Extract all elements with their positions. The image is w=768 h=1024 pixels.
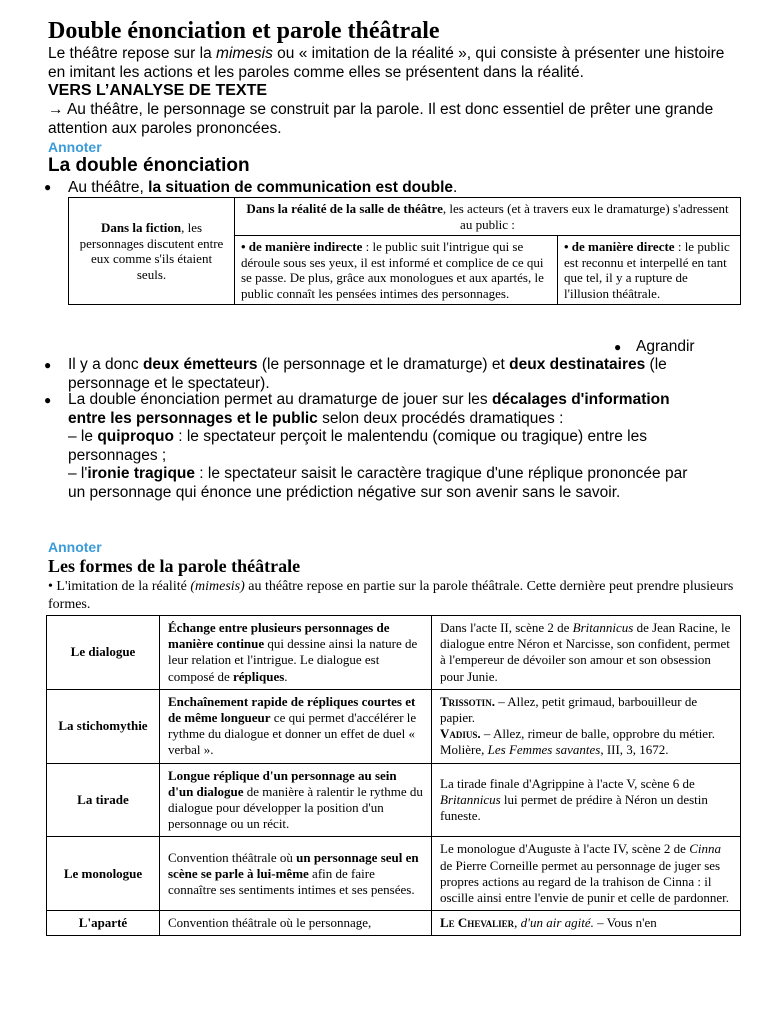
bullet-dot-2: ● [44, 358, 52, 372]
annotate-link-2[interactable]: Annoter [48, 539, 102, 555]
enonciation-table [68, 197, 741, 305]
reality-bold: Dans la réalité de la salle de théâtre [246, 201, 443, 216]
analysis-paragraph: → Au théâtre, le personnage se construit par la parole. Il est donc essentiel de prêter une grande attention aux paroles prononcées. [48, 101, 714, 137]
bullet-decalages [68, 391, 708, 502]
tirade-def-text: de manière à ralentir le rythme du dialogue pour développer la position d'un personnage ou un récit. [168, 783, 423, 832]
speaker-trissotin: Trissotin. [440, 693, 495, 709]
line-chevalier: – Vous n'en [593, 915, 657, 931]
definition-aparte: Convention théâtrale où le personnage, [160, 911, 432, 936]
fiction-bold: Dans la fiction [100, 220, 182, 235]
dialogue-ex-a: Dans l'acte II, scène 2 de [440, 620, 573, 635]
analysis-heading: VERS L’ANALYSE DE TEXTE [48, 82, 268, 99]
table-row-dialogue [47, 616, 741, 690]
quiproquo-line [68, 428, 708, 465]
monologue-def-bold: un personnage seul en scène se parle à lui-même [168, 849, 419, 881]
formes-mimesis: (mimesis) [190, 579, 245, 594]
bullet-dot-enlarge: ● [614, 340, 622, 354]
row-head-aparte: L'aparté [47, 911, 160, 936]
indirect-cell [235, 236, 558, 305]
annotate-link-1[interactable]: Annoter [48, 139, 102, 155]
stichomythie-def-bold: Enchaînement rapide de répliques courtes et de même longueur [168, 693, 416, 726]
formes-text-a: • L'imitation de la réalité [48, 579, 191, 594]
row-head-tirade: La tirade [47, 763, 160, 837]
indirect-text: : le public suit l'intrigue qui se déroule sous ses yeux, il est informé et complice de ce qui se passe. De plus, grâce aux monologues et aux apartés, le public connaît les pensées intimes des personnages. [241, 239, 544, 301]
stichomythie-def-text: ce qui permet d'accélérer le rythme du dialogue et donner un effet de duel « verbal ». [168, 710, 417, 758]
tirade-ex-b: lui permet de prédire à Néron un destin funeste. [440, 791, 708, 824]
indirect-bold: • de manière indirecte [241, 239, 363, 254]
stichomythie-line-2 [440, 726, 732, 742]
table-row-stichomythie [47, 689, 741, 763]
ironie-bold: ironie tragique [87, 465, 195, 482]
definition-dialogue [160, 616, 432, 690]
example-tirade [432, 763, 741, 837]
bullet2-c: (le personnage et le dramaturge) et [257, 356, 510, 373]
example-aparte [432, 911, 741, 936]
monologue-def-text: afin de faire connaître ses sentiments intimes et ses pensées. [168, 865, 415, 897]
speaker-vadius: Vadius. [440, 726, 481, 742]
bullet3-a: La double énonciation permet au dramaturge de jouer sur les [68, 391, 492, 408]
bullet3-b: décalages d'information entre les personnages et le public [68, 391, 670, 427]
monologue-def-a: Convention théâtrale où [168, 849, 297, 865]
definition-monologue [160, 837, 432, 911]
quiproquo-bold: quiproquo [97, 428, 174, 445]
enlarge-link[interactable]: Agrandir [636, 338, 695, 355]
row-head-monologue: Le monologue [47, 837, 160, 911]
line-vadius: – Allez, rimeur de balle, opprobre du métier. [480, 726, 715, 742]
tirade-ex-a: La tirade finale d'Agrippine à l'acte V, scène 6 de [440, 775, 695, 791]
intro-text-a: Le théâtre repose sur la [48, 45, 217, 62]
monologue-ex-em: Cinna [689, 841, 721, 857]
row-head-dialogue: Le dialogue [47, 616, 160, 690]
ironie-dash: – l' [68, 465, 88, 482]
direct-bold: • de manière directe [564, 239, 675, 254]
dialogue-def-bold2: répliques [232, 668, 285, 684]
formes-heading: Les formes de la parole théâtrale [48, 556, 301, 576]
direct-text: : le public est reconnu et interpellé en tant que tel, il y a rupture de l'illusion théâtrale. [564, 239, 730, 301]
bullet1-text-a: Au théâtre, [68, 179, 149, 196]
bullet-dot-1: ● [44, 180, 52, 194]
ironie-line [68, 465, 708, 502]
dialogue-ex-b: de Jean Racine, le dialogue entre Néron et Narcisse, son confident, permet à l'empereur de dévoiler son amour et son obsession pour Junie. [440, 620, 731, 684]
bullet1-bold: la situation de communication est double [148, 179, 454, 196]
stichomythie-line-1 [440, 694, 732, 726]
direct-cell [558, 236, 741, 305]
double-enonciation-heading: La double énonciation [48, 155, 250, 176]
ironie-text: : le spectateur saisit le caractère tragique d'une réplique prononcée par un personnage qui énonce une prédiction négative sur son avenir sans le savoir. [68, 465, 688, 501]
formes-paragraph [48, 578, 748, 614]
line-trissotin: – Allez, petit grimaud, barbouilleur de papier. [440, 693, 698, 726]
bullet-emitters [68, 356, 708, 393]
monologue-ex-b: de Pierre Corneille permet au personnage de juger ses propres actions au regard de la trahison de Cinna : il oscille ainsi entre l'envie de punir et celle de pardonner. [440, 857, 729, 906]
example-stichomythie [432, 689, 741, 763]
stichomythie-source [440, 742, 732, 758]
dialogue-def-text2: . [284, 668, 288, 684]
bullet1-text-c: . [453, 179, 458, 196]
bullet-dot-3: ● [44, 393, 52, 407]
bullet2-e: (le personnage et le spectateur). [68, 356, 667, 392]
bullet-communication [68, 179, 738, 198]
formes-text-b: au théâtre repose en partie sur la parole théâtrale. Cette dernière peut prendre plusieurs formes. [48, 579, 734, 612]
source-author: Molière, [440, 742, 488, 758]
reality-cell [235, 198, 741, 236]
speaker-chevalier: Le Chevalier [440, 915, 515, 931]
dialogue-def-text: qui dessine ainsi la nature de leur relation et l'intrigue. Le dialogue est composé de [168, 636, 418, 684]
table-row-tirade [47, 763, 741, 837]
tirade-ex-em: Britannicus [440, 791, 501, 807]
bullet2-b: deux émetteurs [142, 356, 258, 373]
definition-tirade [160, 763, 432, 837]
stage-direction: , d'un air agité. [514, 915, 594, 931]
intro-mimesis: mimesis [216, 45, 273, 62]
intro-paragraph [48, 45, 738, 82]
monologue-ex-a: Le monologue d'Auguste à l'acte IV, scène 2 de [440, 841, 690, 857]
intro-text-b: ou « imitation de la réalité », qui consiste à présenter une histoire en imitant les actions et les paroles comme elles se présentent dans la réalité. [48, 45, 725, 81]
fiction-text: , les personnages discutent entre eux comme s'ils étaient seuls. [79, 220, 224, 282]
tirade-def-bold: Longue réplique d'un personnage au sein d'un dialogue [168, 767, 397, 799]
bullet2-a: Il y a donc [68, 356, 143, 373]
example-dialogue [432, 616, 741, 690]
fiction-cell [69, 198, 235, 305]
row-head-stichomythie: La stichomythie [47, 689, 160, 763]
source-title: Les Femmes savantes [487, 742, 601, 758]
table-row-monologue [47, 837, 741, 911]
example-monologue [432, 837, 741, 911]
page-title: Double énonciation et parole théâtrale [48, 18, 440, 44]
quiproquo-text: : le spectateur perçoit le malentendu (comique ou tragique) entre les personnages ; [68, 428, 647, 464]
reality-text: , les acteurs (et à travers eux le dramaturge) s'adressent au public : [442, 201, 729, 232]
dialogue-def-bold: Échange entre plusieurs personnages de manière continue [168, 620, 390, 652]
decalages-intro [68, 391, 708, 428]
quiproquo-dash: – le [68, 428, 98, 445]
table-row-aparte [47, 911, 741, 936]
source-ref: , III, 3, 1672. [600, 742, 669, 758]
dialogue-ex-em: Britannicus [572, 620, 634, 635]
bullet3-c: selon deux procédés dramatiques : [317, 409, 564, 427]
formes-table [46, 615, 741, 936]
bullet2-d: deux destinataires [509, 356, 646, 373]
definition-stichomythie [160, 689, 432, 763]
